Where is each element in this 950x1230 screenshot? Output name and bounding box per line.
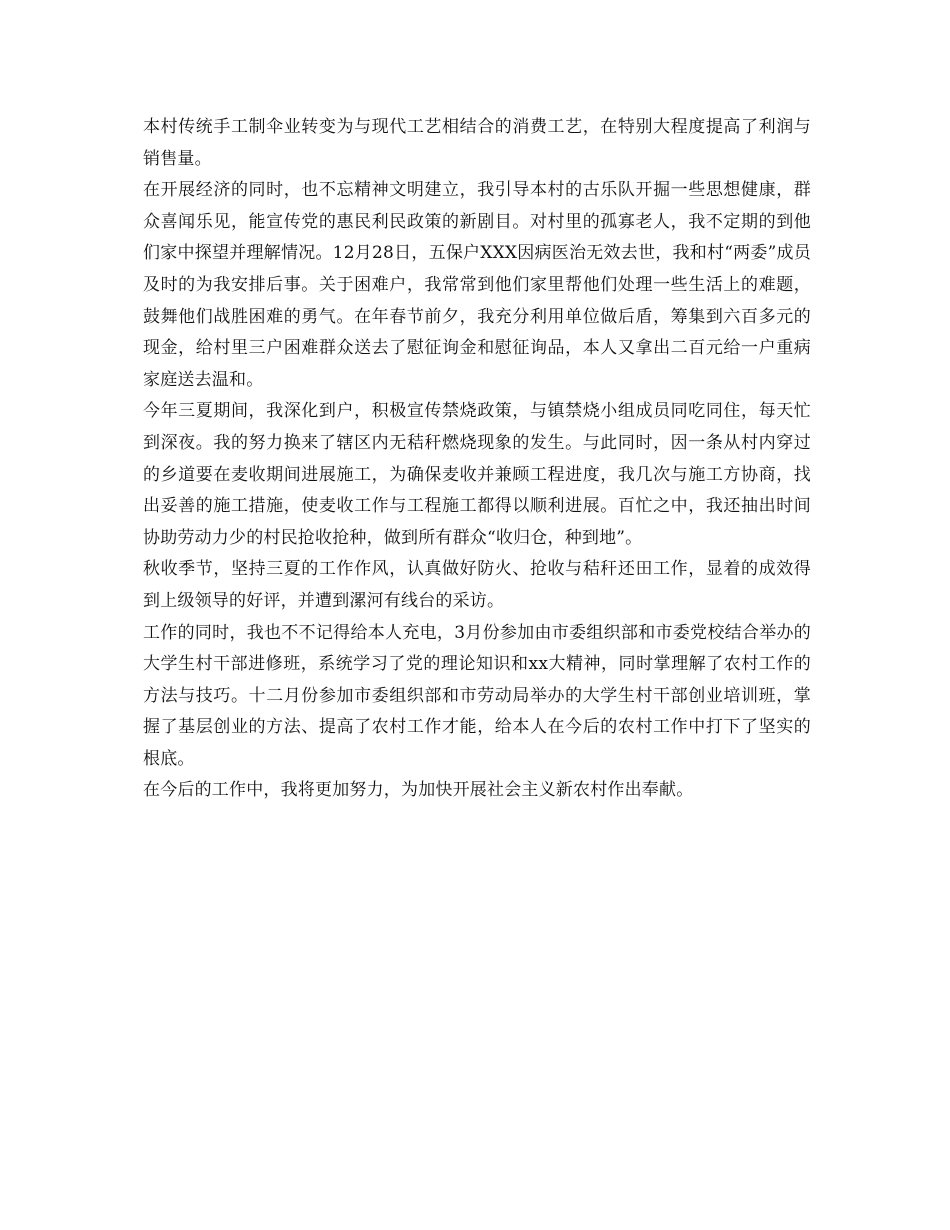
- paragraph-autumn-harvest: 秋收季节，坚持三夏的工作作风，认真做好防火、抢收与秸秆还田工作，显着的成效得到上级领导的好评，并遭到漯河有线台的采访。: [143, 559, 811, 611]
- paragraph-training: 工作的同时，我也不不记得给本人充电，3月份参加由市委组织部和市委党校结合举办的大学生村干部进修班，系统学习了党的理论知识和xx大精神，同时掌理解了农村工作的方法与技巧。十二月份参加市委组织部和市劳动局举办的大学生村干部创业培训班，掌握了基层创业的方法、提高了农村工作才能，给本人在今后的农村工作中打下了坚实的根底。: [143, 622, 811, 769]
- paragraph-conclusion: 在今后的工作中，我将更加努力，为加快开展社会主义新农村作出奉献。: [143, 780, 694, 801]
- paragraph-summer-harvest: 今年三夏期间，我深化到户，积极宣传禁烧政策，与镇禁烧小组成员同吃同住，每天忙到深夜。我的努力换来了辖区内无秸秆燃烧现象的发生。与此同时，因一条从村内穿过的乡道要在麦收期间进展施工，为确保麦收并兼顾工程进度，我几次与施工方协商，找出妥善的施工措施，使麦收工作与工程施工都得以顺利进展。百忙之中，我还抽出时间协助劳动力少的村民抢收抢种，做到所有群众“收归仓，种到地”。: [143, 401, 811, 548]
- document-body: [143, 112, 811, 807]
- paragraph-spiritual-civilization: 在开展经济的同时，也不忘精神文明建立，我引导本村的古乐队开掘一些思想健康，群众喜闻乐见，能宣传党的惠民利民政策的新剧目。对村里的孤寡老人，我不定期的到他们家中探望并理解情况。12月28日，五保户XXX因病医治无效去世，我和村“两委”成员及时的为我安排后事。关于困难户，我常常到他们家里帮他们处理一些生活上的难题，鼓舞他们战胜困难的勇气。在年春节前夕，我充分利用单位做后盾，筹集到六百多元的现金，给村里三户困难群众送去了慰征询金和慰征询品，本人又拿出二百元给一户重病家庭送去温和。: [143, 180, 811, 390]
- paragraph-umbrella-industry: 本村传统手工制伞业转变为与现代工艺相结合的消费工艺，在特别大程度提高了利润与销售量。: [143, 117, 811, 169]
